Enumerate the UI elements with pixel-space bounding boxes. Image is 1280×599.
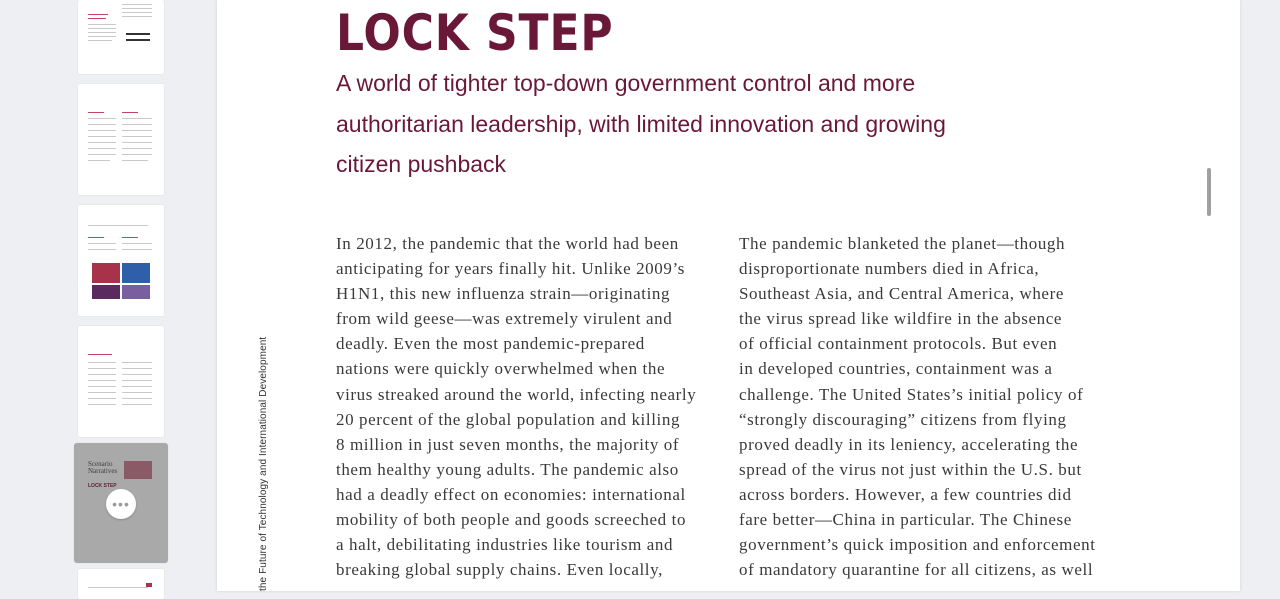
body-text-line: from wild geese—was extremely virulent and [336, 309, 673, 329]
thumb-heading [122, 112, 138, 113]
thumb-text [88, 124, 116, 125]
body-text-line: a halt, debilitating industries like tourism and [336, 535, 674, 555]
thumb-text [88, 368, 116, 369]
thumb-text [122, 124, 152, 125]
thumb-text [88, 404, 116, 405]
thumb-text [88, 362, 116, 363]
thumb-heading [88, 354, 112, 355]
thumb-text [88, 587, 148, 588]
thumb-section-title-line1: Scenario [88, 460, 113, 468]
thumb-text [122, 136, 152, 137]
thumb-heading [88, 14, 108, 15]
thumb-text [122, 386, 152, 387]
thumb-text [122, 374, 152, 375]
page-thumbnail-selected[interactable] [74, 443, 168, 563]
side-caption: the Future of Technology and International Development [258, 336, 269, 591]
vertical-scrollbar[interactable] [1207, 168, 1211, 216]
body-text-line: deadly. Even the most pandemic-prepared [336, 334, 645, 354]
thumb-text [88, 36, 116, 37]
thumb-text [122, 404, 152, 405]
thumb-text [88, 249, 116, 250]
thumb-text [122, 380, 152, 381]
thumb-heading: LOCK STEP [88, 483, 117, 489]
thumb-text [88, 118, 116, 119]
thumb-text [88, 148, 116, 149]
thumb-text [122, 249, 152, 250]
thumb-text [88, 40, 112, 41]
page-thumbnail[interactable] [78, 326, 164, 437]
body-column-right [739, 231, 1119, 582]
page-thumbnail[interactable] [78, 84, 164, 195]
thumb-text [122, 368, 152, 369]
body-text-line: In 2012, the pandemic that the world had been [336, 234, 679, 253]
page-title: LOCK STEP [336, 4, 614, 62]
thumb-section-title-line2: Narratives [88, 467, 118, 475]
thumb-heading [88, 237, 104, 238]
body-text-line: anticipating for years finally hit. Unlike 2009’s [336, 259, 686, 279]
thumb-image [146, 583, 152, 587]
thumb-text [122, 160, 148, 161]
thumb-heading [122, 237, 138, 238]
page-thumbnail[interactable] [78, 569, 164, 599]
body-text-line: virus streaked around the world, infecting nearly [336, 384, 697, 404]
body-text-line: 8 million in just seven months, the majority of [336, 434, 680, 454]
body-text-line: fare better—China in particular. The Chinese [739, 510, 1072, 530]
body-text-line: proved deadly in its leniency, accelerating the [739, 434, 1079, 454]
thumb-image [122, 263, 150, 283]
more-options-icon: ••• [112, 496, 130, 512]
body-text-line: had a deadly effect on economies: international [336, 484, 686, 504]
page-thumbnail[interactable] [78, 0, 164, 74]
thumb-text [88, 392, 116, 393]
body-text-line: spread of the virus not just within the U.S. but [739, 459, 1082, 479]
thumb-text [88, 136, 116, 137]
thumb-text [88, 374, 116, 375]
thumb-text [88, 32, 116, 33]
body-text-line: Southeast Asia, and Central America, where [739, 284, 1064, 304]
thumb-text [122, 398, 152, 399]
thumbnail-sidebar [0, 0, 216, 591]
thumb-text [88, 398, 116, 399]
body-column-left [336, 231, 716, 582]
thumb-text [122, 16, 152, 17]
thumb-text [88, 243, 116, 244]
page-thumbnail[interactable] [78, 205, 164, 316]
body-text-line: “strongly discouraging” citizens from flying [739, 409, 1067, 429]
thumb-text [88, 142, 116, 143]
body-text-line: in developed countries, containment was a [739, 359, 1053, 379]
thumb-text [122, 130, 152, 131]
thumb-text [88, 28, 116, 29]
thumb-image [124, 461, 152, 479]
body-text-line: the virus spread like wildfire in the absence [739, 309, 1062, 329]
body-text-line: government’s quick imposition and enforcement [739, 535, 1096, 555]
body-text-line: The pandemic blanketed the planet—though [739, 234, 1066, 253]
thumb-heading [88, 18, 106, 19]
more-options-button[interactable] [106, 489, 136, 519]
body-text-line: mobility of both people and goods screeched to [336, 510, 687, 530]
thumb-text [88, 24, 116, 25]
thumb-text [88, 154, 116, 155]
thumb-text [88, 386, 116, 387]
thumb-image [92, 285, 120, 299]
thumb-text [122, 154, 152, 155]
body-text-line: challenge. The United States’s initial policy of [739, 384, 1084, 404]
thumb-section-title [88, 461, 117, 475]
thumb-text [88, 380, 116, 381]
thumb-image [122, 285, 150, 299]
body-text-line: of official containment protocols. But even [739, 334, 1058, 354]
thumb-text [122, 4, 152, 5]
body-text-line: H1N1, this new influenza strain—originating [336, 284, 671, 304]
thumb-text [122, 12, 152, 13]
thumb-heading [88, 112, 104, 113]
thumb-text [122, 392, 152, 393]
thumb-text [122, 362, 152, 363]
body-text-line: disproportionate numbers died in Africa, [739, 259, 1040, 279]
thumb-arrow [126, 33, 150, 35]
thumb-text [88, 130, 116, 131]
thumb-text [88, 225, 148, 226]
body-text-line: 20 percent of the global population and killing [336, 409, 681, 429]
page-subtitle: A world of tighter top-down government control and more authoritarian leadership, with limited innovation and growing citizen pushback [336, 70, 946, 177]
thumb-text [122, 142, 152, 143]
thumb-text [122, 148, 152, 149]
thumb-text [122, 8, 152, 9]
body-text-line: them healthy young adults. The pandemic also [336, 459, 679, 479]
body-text-line: nations were quickly overwhelmed when the [336, 359, 666, 379]
body-text-line: breaking global supply chains. Even locally, [336, 560, 663, 580]
thumb-text [88, 160, 110, 161]
thumb-arrow [126, 39, 150, 41]
thumb-image [92, 263, 120, 283]
body-text-line: across borders. However, a few countries did [739, 484, 1072, 504]
thumb-text [122, 118, 152, 119]
thumb-text [122, 243, 152, 244]
body-text-line: of mandatory quarantine for all citizens, as well [739, 560, 1094, 580]
